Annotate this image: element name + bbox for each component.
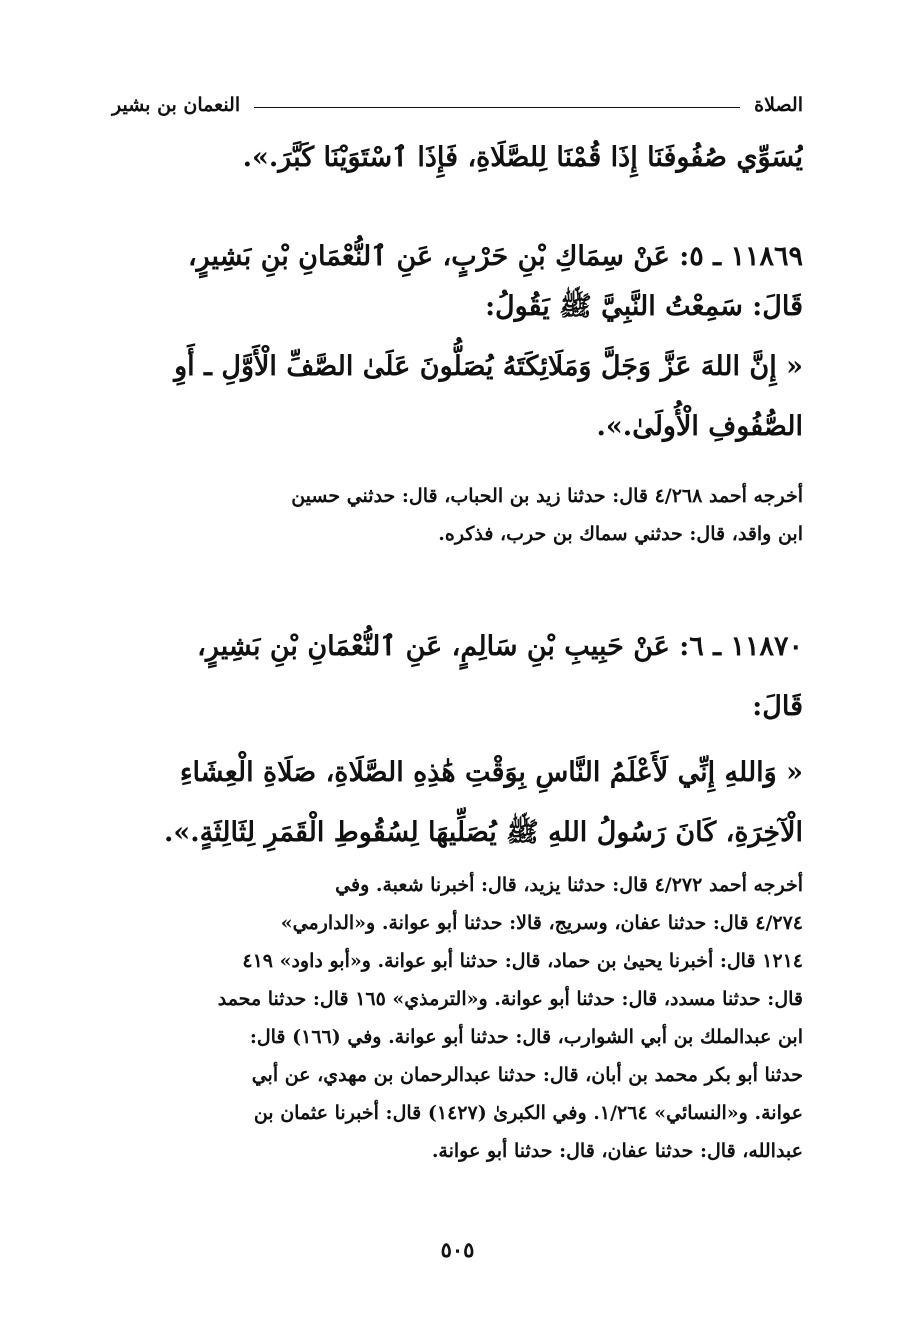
header-rule [254, 107, 740, 108]
header-chapter-title: الصلاة [754, 94, 803, 116]
hadith-isnad-line: ١١٨٧٠ ـ ٦: عَنْ حَبِيبِ بْنِ سَالِمٍ، عَنِ ٱلنُّعْمَانِ بْنِ بَشِيرٍ، [197, 631, 803, 662]
continuation-line: يُسَوِّي صُفُوفَنَا إِذَا قُمْنَا لِلصَّلَاةِ، فَإِذَا ٱسْتَوَيْنَا كَبَّرَ.». [242, 142, 803, 173]
running-header [112, 88, 803, 122]
takhrij-line: أخرجه أحمد ٤/٢٦٨ قال: حدثنا زيد بن الحباب، قال: حدثني حسين [291, 485, 803, 507]
takhrij-11870 [112, 866, 803, 1170]
takhrij-line: ٤/٢٧٤ قال: حدثنا عفان، وسريج، قالا: حدثنا أبو عوانة. و«الدارمي» [280, 912, 803, 934]
takhrij-line: ابن عبدالملك بن أبي الشوارب، قال: حدثنا أبو عوانة. وفي (١٦٦) قال: [249, 1026, 803, 1048]
hadith-11869 [112, 227, 803, 457]
hadith-isnad-line: ١١٨٦٩ ـ ٥: عَنْ سِمَاكِ بْنِ حَرْبٍ، عَنِ ٱلنُّعْمَانِ بْنِ بَشِيرٍ، [187, 241, 803, 272]
hadith-11870 [112, 617, 803, 863]
hadith-isnad-line: قَالَ: [752, 691, 803, 722]
takhrij-line: ابن واقد، قال: حدثني سماك بن حرب، فذكره. [438, 523, 803, 545]
takhrij-line: أخرجه أحمد ٤/٢٧٢ قال: حدثنا يزيد، قال: أخبرنا شعبة. وفي [335, 874, 803, 896]
page-number: ٥٠٥ [440, 1237, 475, 1262]
hadith-matn-line: الصُّفُوفِ الْأُولَىٰ.». [596, 411, 803, 442]
header-companion-name: النعمان بن بشير [112, 94, 241, 116]
hadith-isnad-line: قَالَ: سَمِعْتُ النَّبِيَّ ﷺ يَقُولُ: [485, 291, 803, 322]
takhrij-line: ١٢١٤ قال: أخبرنا يحيىٰ بن حماد، قال: حدثنا أبو عوانة. و«أبو داود» ٤١٩ [242, 950, 803, 972]
continuation-text [112, 128, 803, 188]
takhrij-line: عوانة. و«النسائي» ١/٢٦٤. وفي الكبرىٰ (١٤٢٧) قال: أخبرنا عثمان بن [253, 1102, 803, 1124]
takhrij-line: عبدالله، قال: حدثنا عفان، قال: حدثنا أبو عوانة. [431, 1140, 803, 1162]
hadith-matn-line: الْآخِرَةِ، كَانَ رَسُولُ اللهِ ﷺ يُصَلِّيهَا لِسُقُوطِ الْقَمَرِ لِثَالِثَةٍ.». [163, 817, 803, 848]
takhrij-line: حدثنا أبو بكر محمد بن أبان، قال: حدثنا عبدالرحمان بن مهدي، عن أبي [251, 1064, 803, 1086]
hadith-matn-line: « وَاللهِ إِنِّي لَأَعْلَمُ النَّاسِ بِوَقْتِ هَٰذِهِ الصَّلَاةِ، صَلَاةِ الْعِشَاءِ [179, 757, 803, 788]
takhrij-11869 [112, 477, 803, 553]
takhrij-line: قال: حدثنا مسدد، قال: حدثنا أبو عوانة. و«الترمذي» ١٦٥ قال: حدثنا محمد [217, 988, 803, 1010]
hadith-matn-line: « إِنَّ اللهَ عَزَّ وَجَلَّ وَمَلَائِكَتَهُ يُصَلُّونَ عَلَىٰ الصَّفِّ الْأَوَّلِ ـ أَوِ [174, 351, 803, 382]
